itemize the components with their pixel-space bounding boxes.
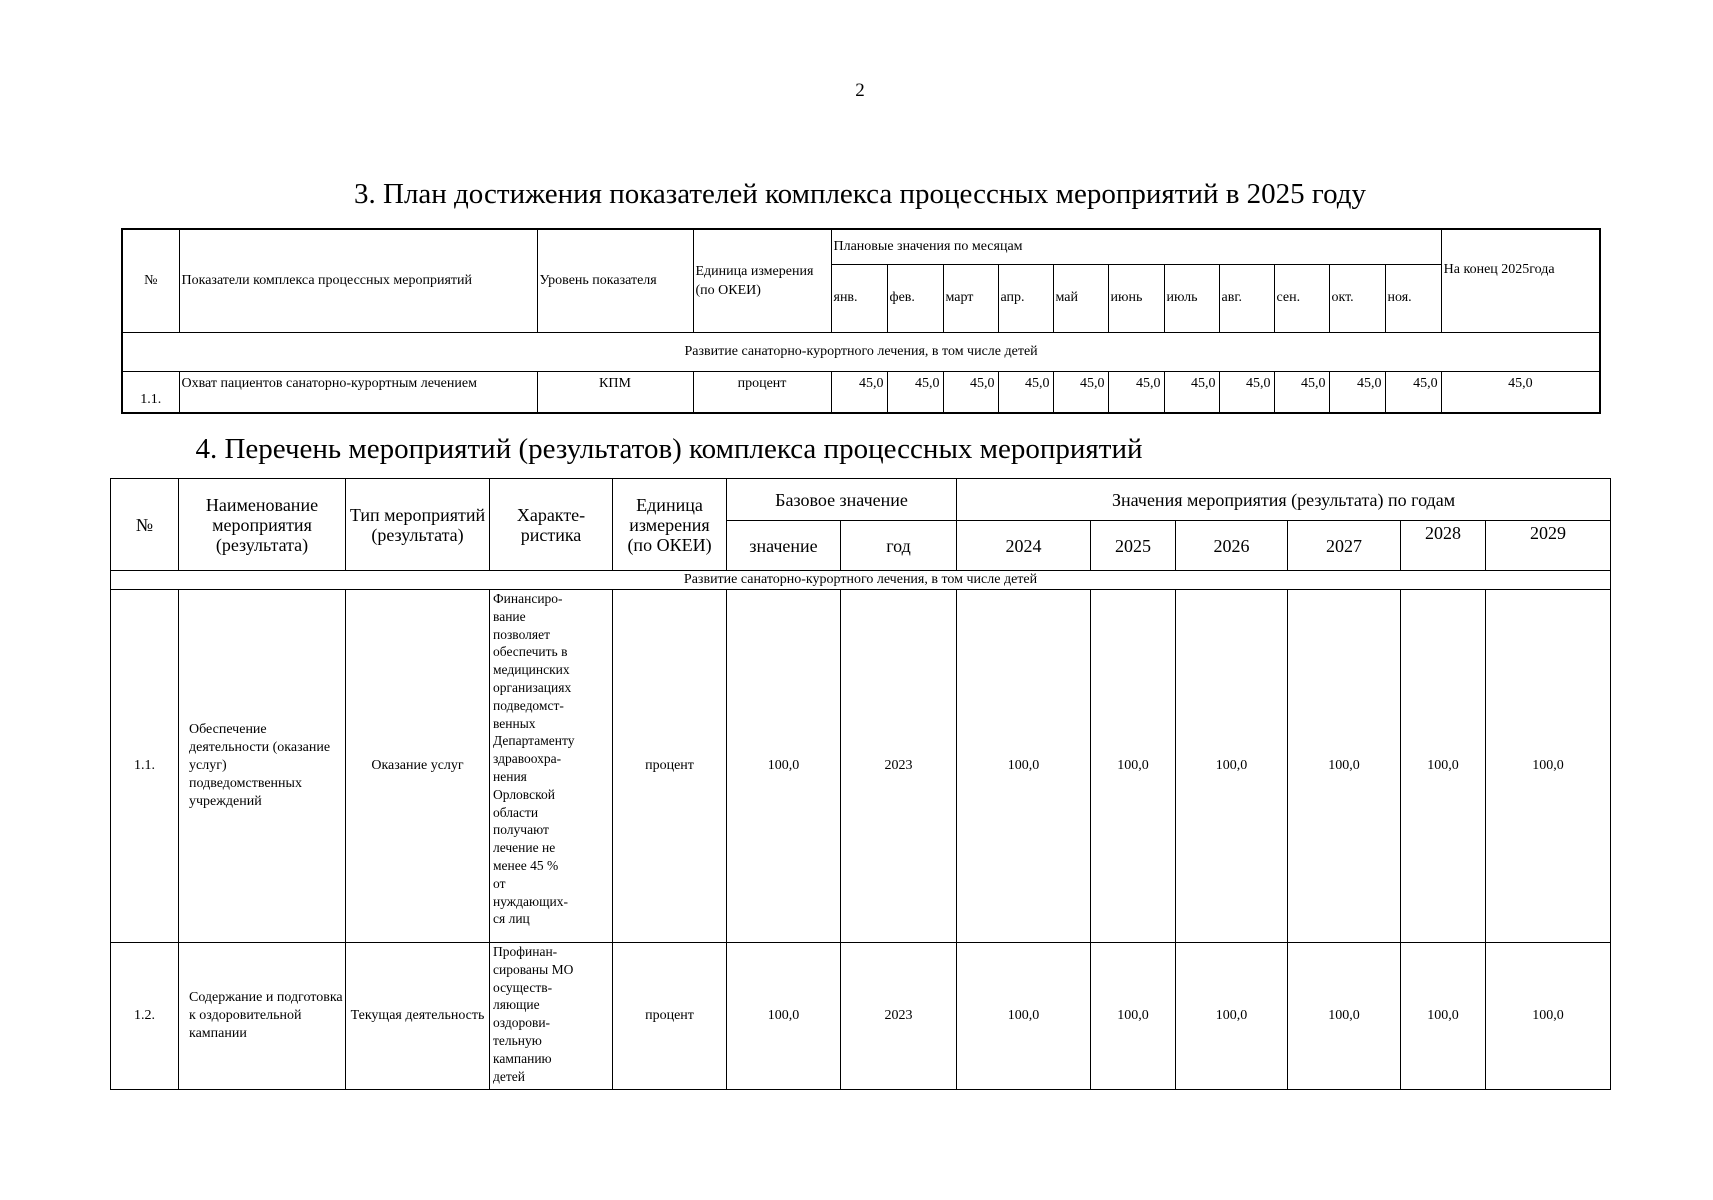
header-unit: Единица измерения (по ОКЕИ) [613,479,727,571]
header-base: Базовое значение [727,479,957,521]
characteristic-line: Орловской [493,786,555,802]
header-unit: Единица измерения (по ОКЕИ) [693,229,831,332]
header-level: Уровень показателя [537,229,693,332]
characteristic-line: ляющие [493,997,540,1013]
characteristic-line: детей [493,1068,525,1084]
header-name: Наименование мероприятия (результата) [179,479,346,571]
header-month: апр. [998,264,1053,332]
year-value: 100,0 [1288,590,1401,943]
month-value: 45,0 [831,371,887,413]
row-name: Содержание и подготовка к оздоровительной кампании [179,943,346,1090]
characteristic-line: нения [493,768,527,784]
header-month: янв. [831,264,887,332]
header-month: июнь [1108,264,1164,332]
row-unit: процент [613,590,727,943]
characteristic-line: венных [493,715,536,731]
year-value: 100,0 [1401,590,1486,943]
header-characteristic: Характе-ристика [490,479,613,571]
characteristic-line: здравоохра- [493,751,562,767]
year-value: 100,0 [1486,943,1611,1090]
row-unit: процент [693,371,831,413]
month-value: 45,0 [1385,371,1441,413]
month-value: 45,0 [1108,371,1164,413]
header-base-value: значение [727,521,841,571]
row-base-year: 2023 [841,590,957,943]
month-value: 45,0 [1164,371,1219,413]
characteristic-line: позволяет [493,626,550,642]
section-row: Развитие санаторно-курортного лечения, в том числе детей [111,571,1611,590]
year-value: 100,0 [957,590,1091,943]
header-year: 2027 [1288,521,1401,571]
month-value: 45,0 [1053,371,1108,413]
header-year: 2025 [1091,521,1176,571]
characteristic-line: ся лиц [493,911,530,927]
characteristic-line: обеспечить в [493,644,568,660]
row-type: Текущая деятельность [346,943,490,1090]
characteristic-line: осуществ- [493,979,553,995]
characteristic-line: вание [493,608,526,624]
characteristic-line: от [493,875,506,891]
header-year: 2024 [957,521,1091,571]
year-value: 100,0 [1176,590,1288,943]
characteristic-line: получают [493,822,549,838]
characteristic-line: Профинан- [493,944,558,959]
row-base-value: 100,0 [727,943,841,1090]
header-planned: Плановые значения по месяцам [831,229,1441,264]
row-num: 1.2. [111,943,179,1090]
year-value: 100,0 [1091,943,1176,1090]
characteristic-line: организациях [493,679,572,695]
month-value: 45,0 [1219,371,1274,413]
header-year: 2026 [1176,521,1288,571]
header-month: ноя. [1385,264,1441,332]
header-month: май [1053,264,1108,332]
row-indicator: Охват пациентов санаторно-курортным лечением [179,371,537,413]
characteristic-line: подведомст- [493,697,564,713]
page-number: 2 [855,80,865,101]
header-year: 2029 [1486,521,1611,571]
characteristic-line: оздорови- [493,1015,551,1031]
characteristic-line: области [493,804,539,820]
end-of-year-value: 45,0 [1441,371,1600,413]
row-unit: процент [613,943,727,1090]
header-values-by-year: Значения мероприятия (результата) по годам [957,479,1611,521]
row-characteristic [490,943,613,1090]
header-type: Тип мероприятий (результата) [346,479,490,571]
header-year: 2028 [1401,521,1486,571]
characteristic-line: менее 45 % [493,857,559,873]
characteristic-line: кампанию [493,1050,552,1066]
characteristic-line: сированы МО [493,961,574,977]
row-base-value: 100,0 [727,590,841,943]
header-month: июль [1164,264,1219,332]
year-value: 100,0 [1288,943,1401,1090]
activities-table [110,478,1611,1090]
row-num: 1.1. [122,371,179,413]
month-value: 45,0 [998,371,1053,413]
characteristic-line: лечение не [493,840,556,856]
header-month: окт. [1329,264,1385,332]
header-num: № [111,479,179,571]
characteristic-line: тельную [493,1032,542,1048]
row-type: Оказание услуг [346,590,490,943]
year-value: 100,0 [1486,590,1611,943]
header-indicator: Показатели комплекса процессных мероприятий [179,229,537,332]
year-value: 100,0 [957,943,1091,1090]
header-base-year: год [841,521,957,571]
characteristic-line: Финансиро- [493,591,563,606]
year-value: 100,0 [1091,590,1176,943]
characteristic-line: нуждающих- [493,893,568,909]
section-4-title: 4. Перечень мероприятий (результатов) комплекса процессных мероприятий [195,433,1143,465]
month-value: 45,0 [887,371,943,413]
month-value: 45,0 [943,371,998,413]
row-num: 1.1. [111,590,179,943]
section-row: Развитие санаторно-курортного лечения, в том числе детей [122,332,1600,371]
header-num: № [122,229,179,332]
row-name: Обеспечение деятельности (оказание услуг) подведомственных учреждений [179,590,346,943]
header-month: март [943,264,998,332]
header-month: авг. [1219,264,1274,332]
plan-table [121,228,1601,414]
row-level: КПМ [537,371,693,413]
characteristic-line: медицинских [493,662,570,678]
row-base-year: 2023 [841,943,957,1090]
year-value: 100,0 [1176,943,1288,1090]
year-value: 100,0 [1401,943,1486,1090]
header-month: сен. [1274,264,1329,332]
month-value: 45,0 [1329,371,1385,413]
row-characteristic [490,590,613,943]
section-3-title: 3. План достижения показателей комплекса процессных мероприятий в 2025 году [354,178,1366,210]
characteristic-line: Департаменту [493,733,575,749]
header-end-of-year: На конец 2025года [1441,229,1600,332]
header-month: фев. [887,264,943,332]
month-value: 45,0 [1274,371,1329,413]
